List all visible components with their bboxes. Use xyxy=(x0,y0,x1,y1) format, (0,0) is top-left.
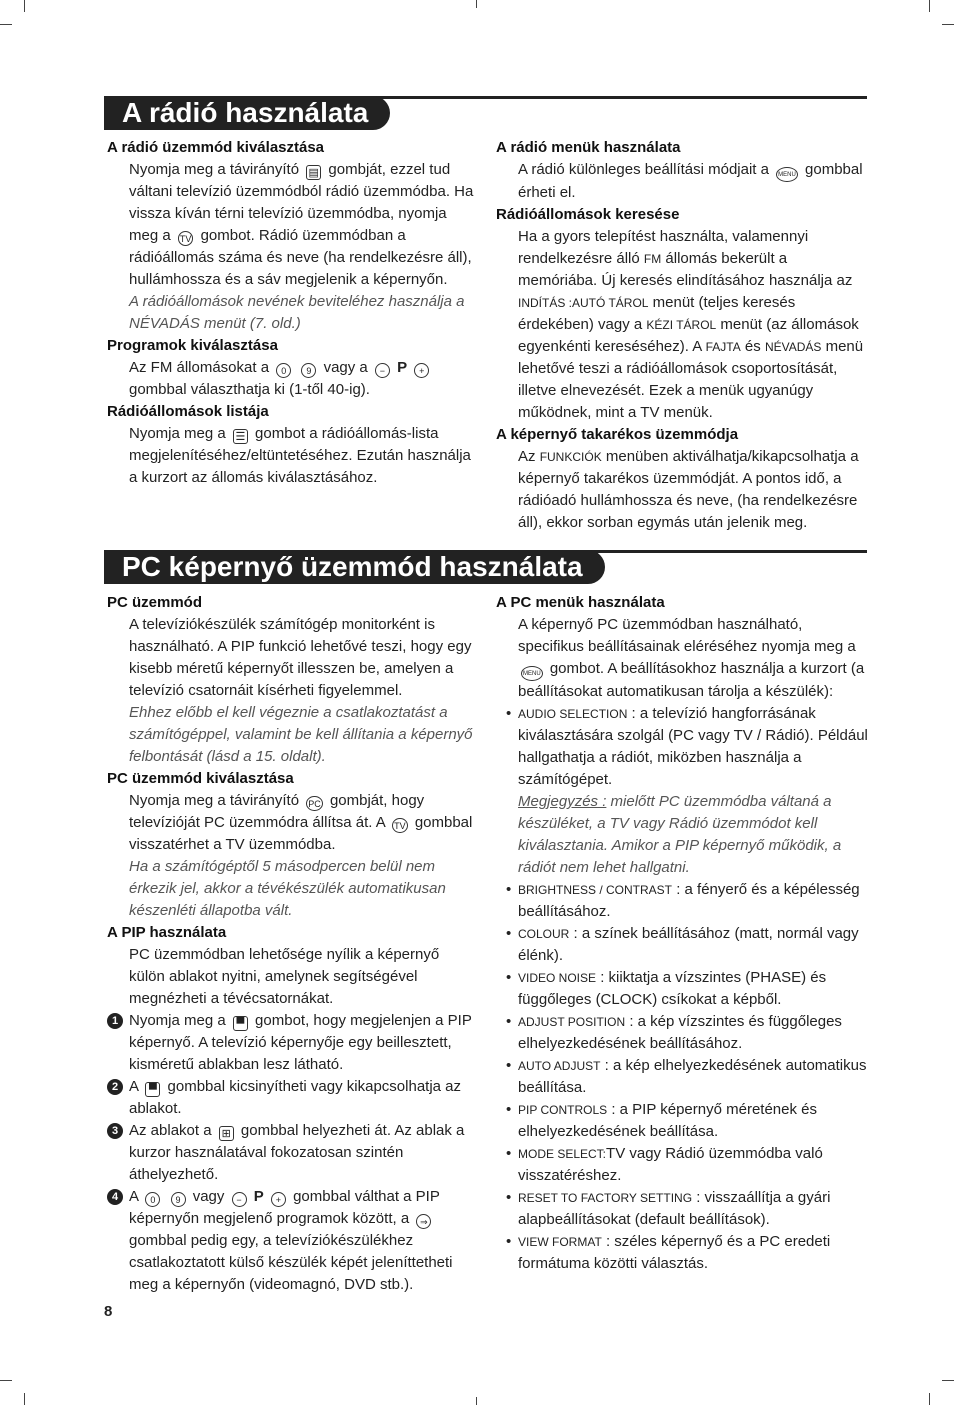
list-item: • PIP CONTROLS : a PIP képernyő méretének és elhelyezkedésének beállítása. xyxy=(496,1099,870,1143)
page-number: 8 xyxy=(104,1303,113,1320)
heading-radio-menus: A rádió menük használata xyxy=(496,139,681,156)
crop-mark xyxy=(942,24,954,25)
paragraph: PC üzemmódban lehetősége nyílik a képernyő külön ablakot nyitni, amelynek segítségével megnézheti a tévécsatornákat. xyxy=(129,946,440,1007)
note: Ha a számítógéptől 5 másodpercen belül nem érkezik jel, akkor a tévékészülék automatikusan készenléti állapotba vált. xyxy=(129,858,446,919)
list-item: • RESET TO FACTORY SETTING : visszaállítja a gyári alapbeállításokat (default beállítások). xyxy=(496,1187,870,1231)
note: Ehhez előbb el kell végeznie a csatlakoztatást a számítógéppel, valamint be kell állítania a képernyő felbontását (lásd a 15. oldalt). xyxy=(129,704,473,765)
crop-mark xyxy=(929,1393,930,1405)
p-label: P xyxy=(397,359,408,376)
plus-icon: + xyxy=(271,1192,286,1207)
list-item: • BRIGHTNESS / CONTRAST : a fényerő és a képélesség beállításához. xyxy=(496,879,870,923)
paragraph: Nyomja meg a ☰ gombot a rádióállomás-lista megjelenítéséhez/eltüntetéséhez. Ezután használja a kurzort az állomás kiválasztásához. xyxy=(129,425,471,486)
paragraph: Az FM állomásokat a 0 9 vagy a − P + gombbal választhatja ki (1-től 40-ig). xyxy=(107,357,477,401)
paragraph: A televíziókészülék számítógép monitorként is használható. A PIP funkció lehetővé teszi, hogy egy kisebb méretű képernyőt illesszen be, amelyen a televízió csatornáit kísérheti figyelemmel. xyxy=(129,616,472,699)
radio-button-icon: ▤ xyxy=(306,165,321,180)
pc-right-column xyxy=(496,592,870,1275)
heading-pc-menus: A PC menük használata xyxy=(496,594,665,611)
radio-right-column xyxy=(496,137,868,534)
menu-button-icon: MENU xyxy=(521,666,543,681)
radio-left-column xyxy=(107,137,477,489)
digit-9-icon: 9 xyxy=(301,363,316,378)
list-item: • MODE SELECT:TV vagy Rádió üzemmódba való visszatéréshez. xyxy=(496,1143,870,1187)
crop-mark xyxy=(476,0,477,8)
heading-radio-mode: A rádió üzemmód kiválasztása xyxy=(107,139,325,156)
tv-button-icon: TV xyxy=(392,818,408,833)
pc-left-column xyxy=(107,592,479,1296)
crop-mark xyxy=(929,0,930,12)
step-4: 4 A 0 9 vagy − P + gombbal válthat a PIP képernyőn megjelenő programok között, a ⇒ gombbal pedig egy, a televíziókészülékhez csatlakoztatott külső készülék képét jeleníttetheti meg a képernyőn (videomagnó, DVD stb.). xyxy=(107,1186,479,1296)
list-item: • AUDIO SELECTION : a televízió hangforrásának kiválasztására szolgál (PC vagy TV / Rádió). Például hallgathatja a rádiót, miközben használja a számítógépet. xyxy=(496,703,870,791)
heading-programs: Programok kiválasztása xyxy=(107,337,278,354)
crop-mark xyxy=(24,1393,25,1405)
paragraph: A rádió különleges beállítási módjait a MENU gombbal érheti el. xyxy=(518,161,863,201)
digit-0-icon: 0 xyxy=(145,1192,160,1207)
minus-icon: − xyxy=(375,363,390,378)
plus-icon: + xyxy=(414,363,429,378)
menu-button-icon: MENU xyxy=(776,167,798,182)
pc-button-icon: PC xyxy=(306,796,323,811)
step-3: 3 Az ablakot a ⊞ gombbal helyezheti át. Az ablak a kurzor használatával fokozatosan szintén áthelyezhető. xyxy=(107,1120,479,1186)
step-number: 2 xyxy=(107,1079,123,1095)
paragraph: Ha a gyors telepítést használta, valamennyi rendelkezésre álló FM állomás bekerült a memóriába. Új keresés elindításához használja az INDÍTÁS :AUTÓ TÁROL menüt (teljes keresés érdekében) vagy a KÉZI TÁROL menüt (az állomások egyenkénti kereséséhez). A FAJTA és NÉVADÁS menü lehetővé teszi a rádióállomások csoportosítását, illetve elnevezését. Ezek a menük ugyanúgy működnek, mint a TV menük. xyxy=(518,228,864,421)
step-number: 3 xyxy=(107,1123,123,1139)
note: A rádióállomások nevének beviteléhez használja a NÉVADÁS menüt (7. old.) xyxy=(129,293,465,332)
p-label: P xyxy=(253,1188,264,1205)
step-number: 1 xyxy=(107,1013,123,1029)
paragraph: Nyomja meg a távirányító PC gombját, hogy televízióját PC üzemmódra állítsa át. A TV gombbal visszatérhet a TV üzemmódba. xyxy=(129,792,473,853)
note: Megjegyzés : mielőtt PC üzemmódba váltaná a készüléket, a TV vagy Rádió üzemmódot kell kiválasztania. Amikor a PIP képernyő működik, a rádiót nem lehet hallgatni. xyxy=(518,793,842,876)
list-button-icon: ☰ xyxy=(233,429,248,444)
paragraph: Nyomja meg a távirányító ▤ gombját, ezzel tud váltani televízió üzemmódból rádió üzemmódba. Ha vissza kíván térni televízió üzemmódba, nyomja meg a TV gombot. Rádió üzemmódban a rádióállomás száma és neve (ha rendelkezésre áll), hullámhossza és a sáv megjelenik a képernyőn. xyxy=(129,161,474,288)
section-title-radio: A rádió használata xyxy=(104,96,390,130)
list-item: • AUTO ADJUST : a kép elhelyezkedésének automatikus beállítása. xyxy=(496,1055,870,1099)
step-1: 1 Nyomja meg a ▀ gombot, hogy megjelenjen a PIP képernyő. A televízió képernyője egy beillesztett, kisméretű ablakban lesz látható. xyxy=(107,1010,479,1076)
heading-screensaver: A képernyő takarékos üzemmódja xyxy=(496,426,739,443)
minus-icon: − xyxy=(232,1192,247,1207)
digit-0-icon: 0 xyxy=(276,363,291,378)
list-item: • VIEW FORMAT : széles képernyő és a PC eredeti formátuma közötti választás. xyxy=(496,1231,870,1275)
paragraph: Az FUNKCIÓK menüben aktiválhatja/kikapcsolhatja a képernyő takarékos üzemmódját. A pontos idő, a rádióadó hullámhossza és neve, (ha rendelkezésre áll), ekkor sorban egymás után jelenik meg. xyxy=(518,448,859,531)
section-title-pc: PC képernyő üzemmód használata xyxy=(104,550,605,584)
step-2: 2 A ▀ gombbal kicsinyítheti vagy kikapcsolhatja az ablakot. xyxy=(107,1076,479,1120)
external-source-icon: ⇒ xyxy=(416,1214,431,1229)
pip-button-icon: ▀ xyxy=(233,1016,248,1031)
crop-mark xyxy=(942,1380,954,1381)
heading-pip: A PIP használata xyxy=(107,924,227,941)
list-item: • VIDEO NOISE : kiiktatja a vízszintes (PHASE) és függőleges (CLOCK) csíkokat a képből. xyxy=(496,967,870,1011)
heading-pc-mode: PC üzemmód xyxy=(107,594,203,611)
crop-mark xyxy=(0,1380,12,1381)
tv-button-icon: TV xyxy=(178,231,194,246)
digit-9-icon: 9 xyxy=(171,1192,186,1207)
crop-mark xyxy=(24,0,25,12)
heading-station-search: Rádióállomások keresése xyxy=(496,206,680,223)
pip-move-button-icon: ⊞ xyxy=(219,1126,234,1141)
list-item: • COLOUR : a színek beállításához (matt, normál vagy élénk). xyxy=(496,923,870,967)
heading-pc-select: PC üzemmód kiválasztása xyxy=(107,770,294,787)
crop-mark xyxy=(0,24,12,25)
crop-mark xyxy=(476,1397,477,1405)
list-item: • ADJUST POSITION : a kép vízszintes és függőleges elhelyezkedésének beállításához. xyxy=(496,1011,870,1055)
paragraph: A képernyő PC üzemmódban használható, specifikus beállításainak eléréséhez nyomja meg a MENU gombot. A beállításokhoz használja a kurzort (a beállításokat automatikusan tárolja a készülék): xyxy=(518,616,865,700)
step-number: 4 xyxy=(107,1189,123,1205)
heading-station-list: Rádióállomások listája xyxy=(107,403,269,420)
pip-size-button-icon: ▀ xyxy=(145,1082,160,1097)
